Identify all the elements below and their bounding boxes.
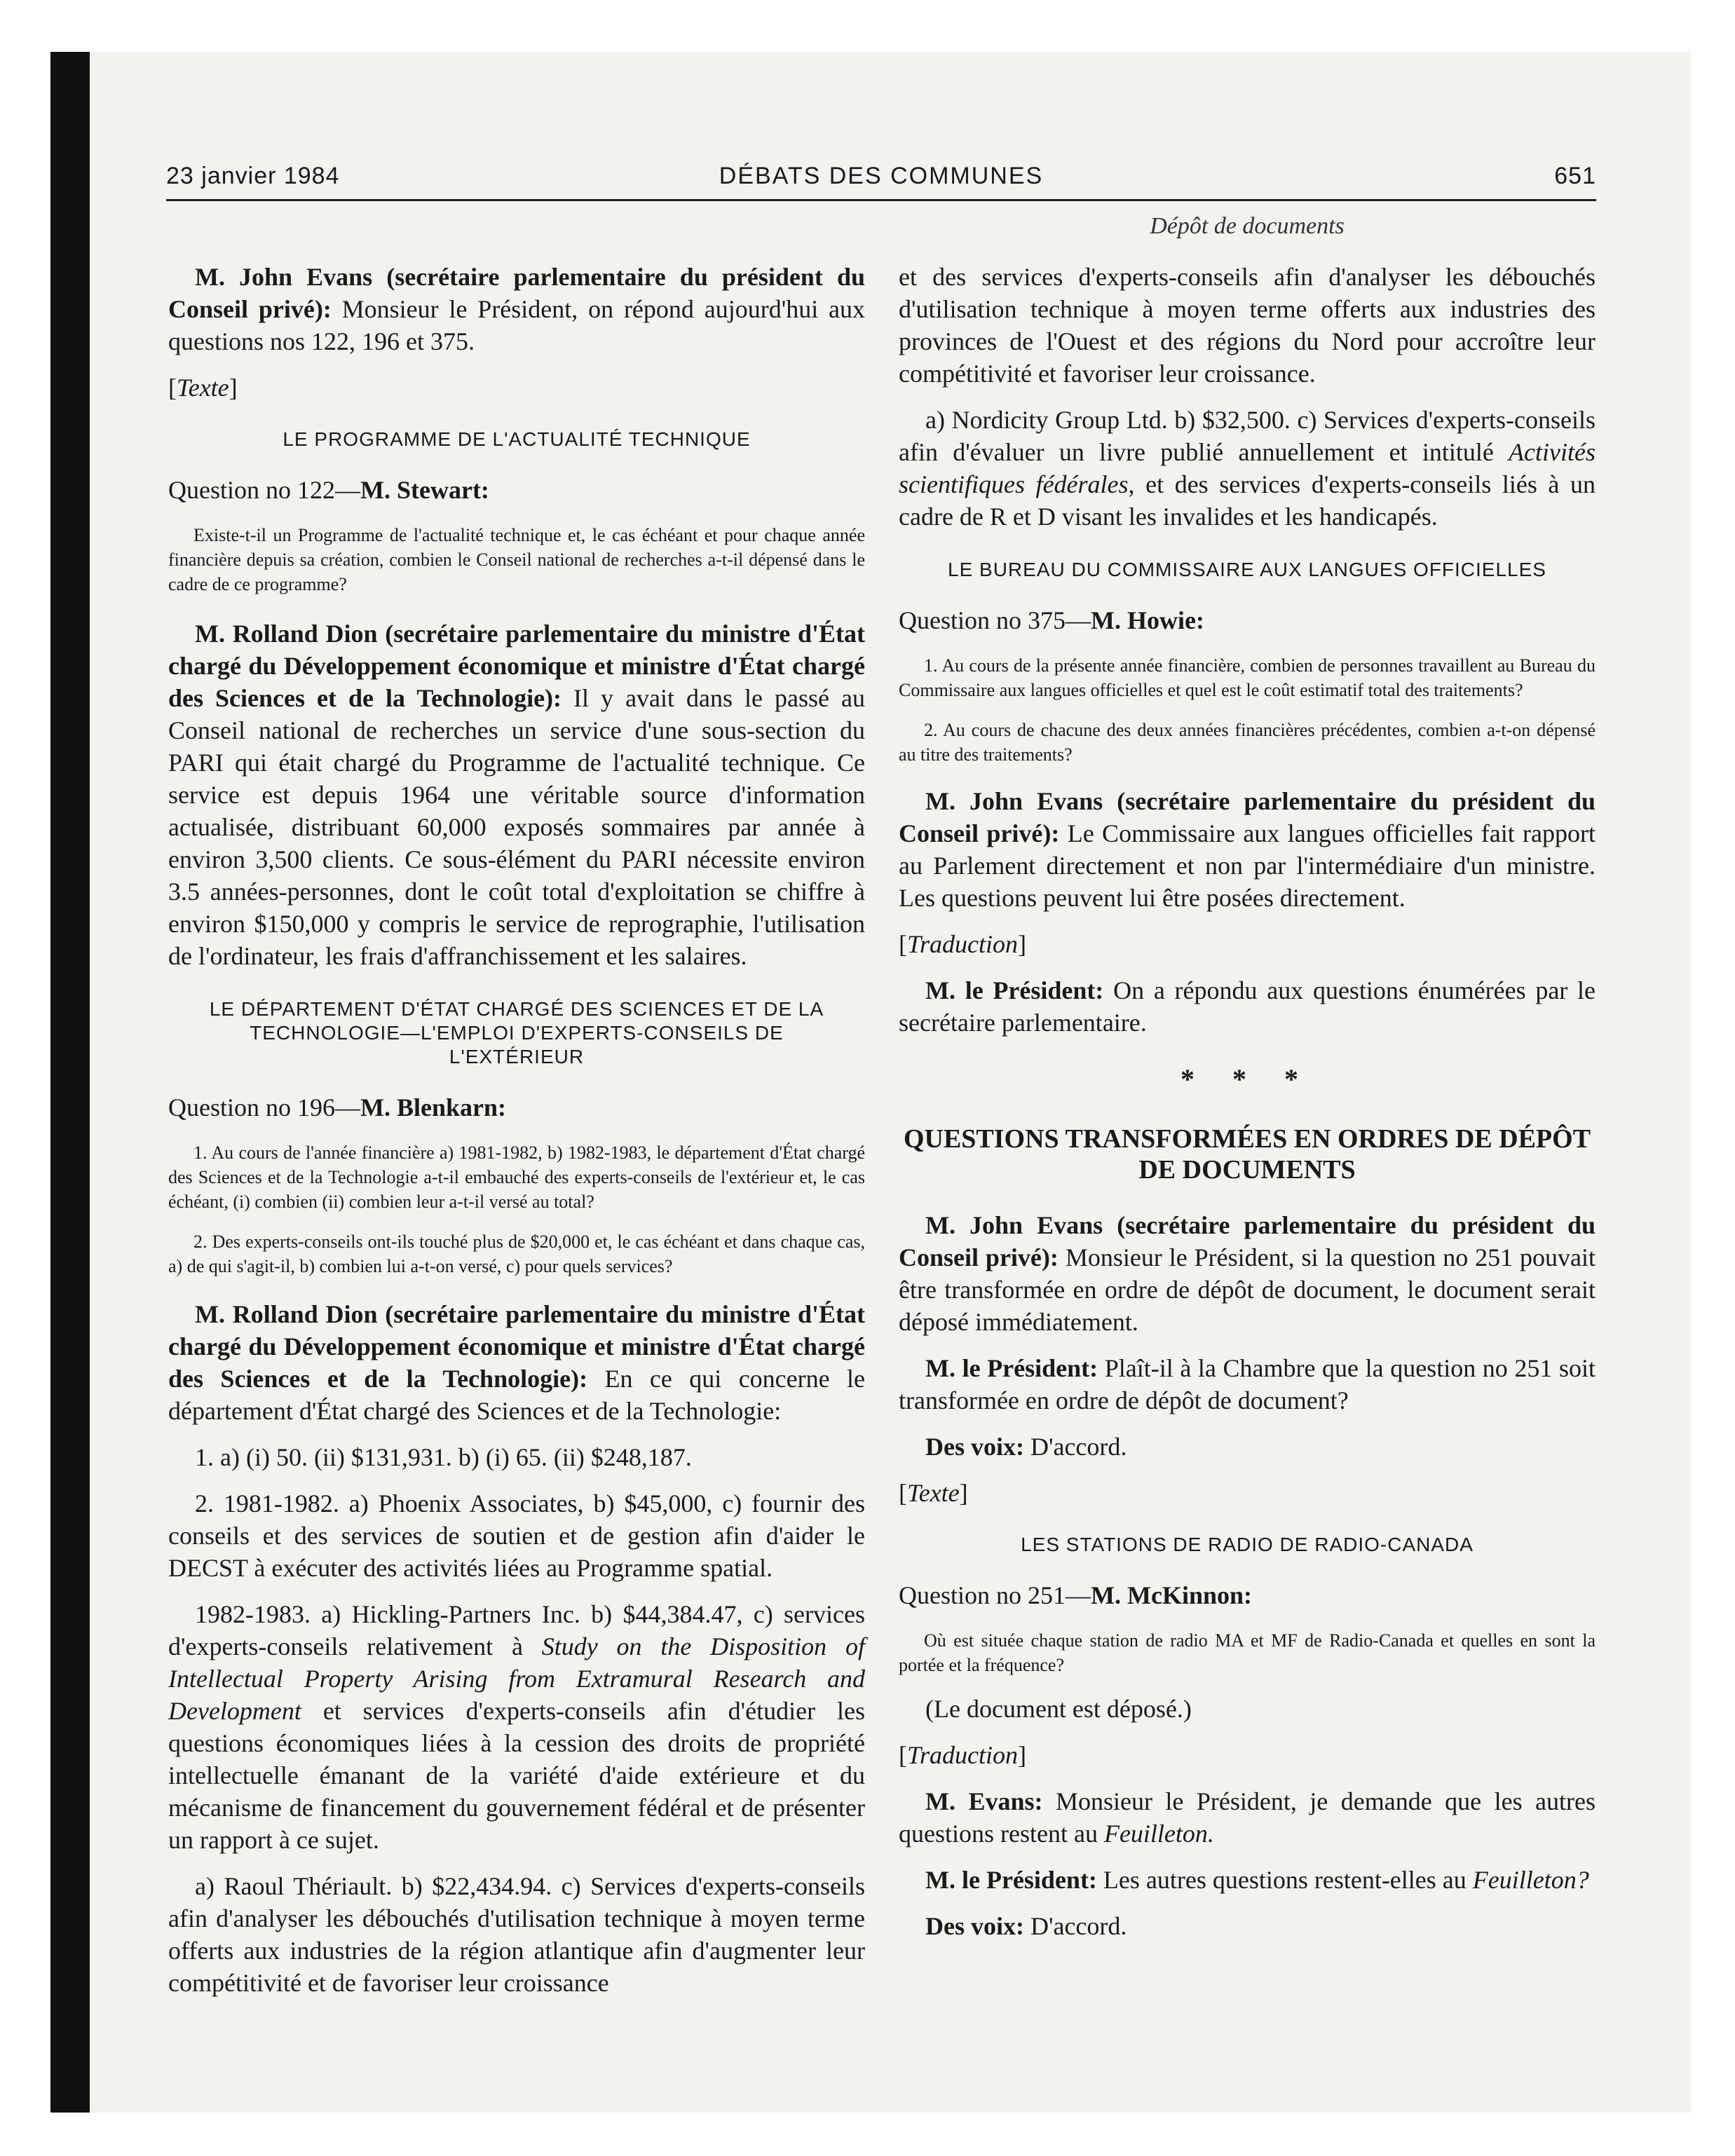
speaker: M. John Evans (secrétaire parlementaire du président du Conseil privé):	[899, 1211, 1595, 1271]
question-heading: LES STATIONS DE RADIO DE RADIO-CANADA	[1021, 1534, 1474, 1555]
speaker: M. John Evans (secrétaire parlementaire du président du Conseil privé):	[899, 787, 1595, 847]
question-member: M. Howie:	[1091, 606, 1204, 634]
speaker: M. Rolland Dion (secrétaire parlementaire du ministre d'État chargé du Développement économique et ministre d'État chargé des Sciences et de la Technologie):	[168, 1300, 865, 1393]
paragraph	[899, 974, 1595, 1039]
question-member: M. McKinnon:	[1091, 1581, 1252, 1609]
page-header	[166, 158, 1596, 201]
paragraph	[899, 785, 1595, 914]
question-member: M. Blenkarn:	[360, 1093, 507, 1121]
question-member: M. Stewart:	[360, 476, 489, 504]
header-title: DÉBATS DES COMMUNES	[719, 163, 1044, 189]
question-line: Question no 122—M. Stewart:	[168, 476, 489, 504]
study-title: Study on the Disposition of Intellectual Property Arising from Extramural Research and Development	[168, 1632, 865, 1725]
section-title: QUESTIONS TRANSFORMÉES EN ORDRES DE DÉPÔT DE DOCUMENTS	[903, 1124, 1591, 1185]
paragraph	[899, 1785, 1595, 1850]
paragraph	[899, 1910, 1595, 1942]
speech-text: Monsieur le Président, on répond aujourd'hui aux questions nos 122, 196 et 375.	[168, 295, 866, 355]
speaker: M. le Président:	[925, 976, 1104, 1004]
speech-text: Plaît-il à la Chambre que la question no 251 soit transformée en ordre de dépôt de document?	[899, 1354, 1596, 1414]
speech-text: En ce qui concerne le département d'État chargé des Sciences et de la Technologie:	[168, 1365, 865, 1425]
paragraph	[168, 261, 865, 357]
language-tag: [Texte]	[899, 1479, 968, 1507]
speech-text: D'accord.	[1030, 1912, 1127, 1940]
question-line: Question no 375—M. Howie:	[899, 606, 1204, 634]
speaker: M. Evans:	[925, 1787, 1043, 1815]
question-text: 1. Au cours de l'année financière a) 1981-1982, b) 1982-1983, le département d'État chargé des Sciences et de la Technologie a-t-il embauché des experts-conseils de l'extérieur et, le cas échéant, (i) combien (ii) combien leur a-t-il versé au total?	[168, 1142, 865, 1212]
paragraph: a) Nordicity Group Ltd. b) $32,500. c) Services d'experts-conseils afin d'évaluer un livre publié annuellement et intitulé Activités scientifiques fédérales, et des services d'experts-conseils liés à un cadre de R et D visant les invalides et les handicapés.	[899, 406, 1595, 531]
language-tag: [Texte]	[168, 374, 238, 402]
language-tag: [Traduction]	[899, 1741, 1027, 1769]
speech-text: On a répondu aux questions énumérées par le secrétaire parlementaire.	[899, 976, 1595, 1037]
feuilleton-italic: Feuilleton.	[1103, 1820, 1214, 1848]
speaker: Des voix:	[925, 1433, 1024, 1461]
header-date: 23 janvier 1984	[166, 163, 340, 189]
question-heading: LE DÉPARTEMENT D'ÉTAT CHARGÉ DES SCIENCES ET DE LA TECHNOLOGIE—L'EMPLOI D'EXPERTS-CONSEILS DE L'EXTÉRIEUR	[209, 998, 824, 1067]
question-line: Question no 196—M. Blenkarn:	[168, 1093, 507, 1121]
question-heading: LE PROGRAMME DE L'ACTUALITÉ TECHNIQUE	[283, 428, 751, 450]
right-column	[899, 261, 1595, 1956]
speaker: M. le Président:	[925, 1866, 1097, 1894]
speech-text: D'accord.	[1030, 1433, 1127, 1461]
question-heading: LE BUREAU DU COMMISSAIRE AUX LANGUES OFFICIELLES	[948, 559, 1546, 580]
question-line: Question no 251—M. McKinnon:	[899, 1581, 1252, 1609]
speaker: M. John Evans (secrétaire parlementaire du président du Conseil privé):	[168, 263, 865, 323]
speech-text: Le Commissaire aux langues officielles fait rapport au Parlement directement et non par l'intermédiaire d'un ministre. Les questions peuvent lui être posées directement.	[899, 819, 1596, 912]
question-text: Existe-t-il un Programme de l'actualité technique et, le cas échéant et pour chaque année financière depuis sa création, combien le Conseil national de recherches a-t-il dépensé dans le cadre de ce programme?	[168, 525, 865, 594]
paragraph	[899, 1864, 1595, 1896]
section-subheading: Dépôt de documents	[1150, 213, 1345, 239]
paragraph: 1982-1983. a) Hickling-Partners Inc. b) $44,384.47, c) services d'experts-conseils relativement à Study on the Disposition of Intellectual Property Arising from Extramural Research and Development et services d'experts-conseils afin d'étudier les questions économiques liées à la cession des droits de propriété intellectuelle émanant de la variété d'aide extérieure et du mécanisme de financement du gouvernement fédéral et de présenter un rapport à ce sujet.	[168, 1600, 865, 1854]
speech-text: Monsieur le Président, si la question no 251 pouvait être transformée en ordre de dépôt de document, le document serait déposé immédiatement.	[899, 1243, 1596, 1336]
paragraph	[899, 1352, 1595, 1417]
paragraph	[899, 1431, 1595, 1463]
speaker: Des voix:	[925, 1912, 1024, 1940]
scan-edge-bar	[50, 52, 90, 2113]
paragraph: et des services d'experts-conseils afin d'analyser les débouchés d'utilisation technique à moyen terme offerts aux industries des provinces de l'Ouest et des régions du Nord pour accroître leur compétitivité et favoriser leur croissance.	[899, 263, 1595, 388]
speech-text: Il y avait dans le passé au Conseil national de recherches un service d'une sous-section du PARI qui était chargé du Programme de l'actualité technique. Ce service est depuis 1964 une véritable source d'information actualisée, distribuant 60,000 exposés sommaires par année à environ 3,500 clients. Ce sous-élément du PARI nécessite environ 3.5 années-personnes, dont le coût total d'exploitation se chiffre à environ $150,000 y compris le service de reprographie, l'utilisation de l'ordinateur, les frais d'affranchissement et les salaires.	[168, 684, 866, 970]
paragraph: 1. a) (i) 50. (ii) $131,931. b) (i) 65. (ii) $248,187.	[195, 1443, 692, 1471]
language-tag: [Traduction]	[899, 930, 1027, 958]
feuilleton-italic: Feuilleton?	[1472, 1866, 1589, 1894]
question-text: Où est située chaque station de radio MA et MF de Radio-Canada et quelles en sont la portée et la fréquence?	[899, 1630, 1595, 1675]
paragraph	[168, 1298, 865, 1427]
question-text: 1. Au cours de la présente année financière, combien de personnes travaillent au Bureau du Commissaire aux langues officielles et quel est le coût estimatif total des traitements?	[899, 655, 1595, 700]
paragraph	[899, 1209, 1595, 1338]
speech-text: Les autres questions restent-elles au	[1103, 1866, 1467, 1894]
header-page-number: 651	[1554, 163, 1596, 189]
paragraph: (Le document est déposé.)	[925, 1695, 1192, 1723]
section-separator: * * *	[1181, 1063, 1314, 1095]
paragraph: a) Raoul Thériault. b) $22,434.94. c) Services d'experts-conseils afin d'analyser les débouchés d'utilisation technique à moyen terme offerts aux industries de la région atlantique afin d'augmenter leur compétitivité et de favoriser leur croissance	[168, 1872, 865, 1997]
paragraph: 2. 1981-1982. a) Phoenix Associates, b) $45,000, c) fournir des conseils et des services de soutien et de gestion afin d'aider le DECST à exécuter des activités liées au Programme spatial.	[168, 1489, 865, 1582]
question-text: 2. Au cours de chacune des deux années financières précédentes, combien a-t-on dépensé au titre des traitements?	[899, 720, 1595, 765]
speaker: M. le Président:	[925, 1354, 1098, 1382]
publication-title: Activités scientifiques fédérales	[899, 438, 1595, 498]
speaker: M. Rolland Dion (secrétaire parlementaire du ministre d'État chargé du Développement économique et ministre d'État chargé des Sciences et de la Technologie):	[168, 620, 865, 712]
question-text: 2. Des experts-conseils ont-ils touché plus de $20,000 et, le cas échéant et dans chaque cas, a) de qui s'agit-il, b) combien lui a-t-on versé, c) pour quels services?	[168, 1231, 865, 1276]
paragraph	[168, 618, 865, 972]
left-column	[168, 261, 865, 2013]
speech-text: Monsieur le Président, je demande que les autres questions restent au	[899, 1787, 1596, 1848]
